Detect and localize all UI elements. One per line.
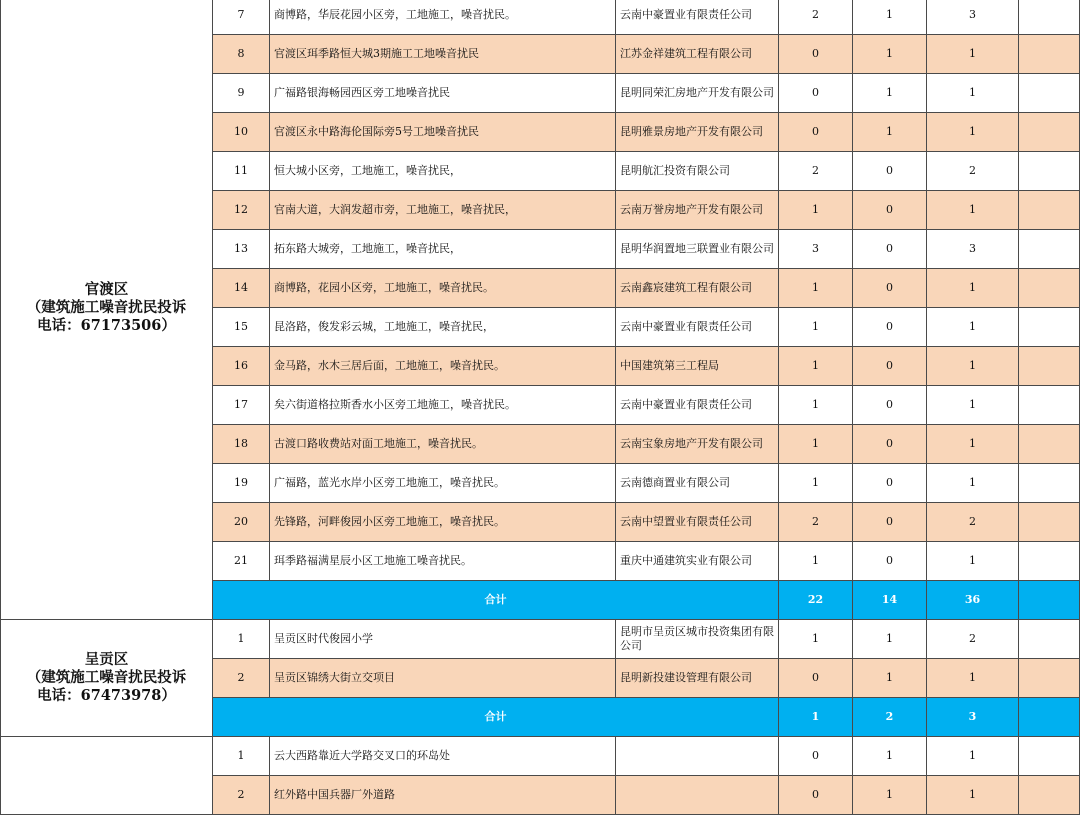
location-cell: 矣六街道格拉斯香水小区旁工地施工，噪音扰民。	[270, 386, 616, 425]
count-cell-3: 1	[927, 425, 1019, 464]
table-row	[1, 0, 1080, 35]
row-number-cell: 16	[213, 347, 270, 386]
company-cell: 云南德商置业有限公司	[616, 464, 779, 503]
table-row	[1, 620, 1080, 659]
note-cell	[1019, 737, 1080, 776]
row-number-cell: 7	[213, 0, 270, 35]
count-cell-1: 1	[779, 542, 853, 581]
count-cell-3: 3	[927, 0, 1019, 35]
location-cell: 官南大道，大润发超市旁，工地施工，噪音扰民，	[270, 191, 616, 230]
row-number-cell: 2	[213, 659, 270, 698]
location-cell: 昆洛路，俊发彩云城，工地施工，噪音扰民，	[270, 308, 616, 347]
company-cell: 中国建筑第三工程局	[616, 347, 779, 386]
total-note	[1019, 581, 1080, 620]
location-cell: 商博路，花园小区旁，工地施工，噪音扰民。	[270, 269, 616, 308]
location-cell: 红外路中国兵器厂外道路	[270, 776, 616, 815]
row-number-cell: 12	[213, 191, 270, 230]
company-cell: 云南中豪置业有限责任公司	[616, 308, 779, 347]
company-cell: 云南宝象房地产开发有限公司	[616, 425, 779, 464]
company-cell: 云南中望置业有限责任公司	[616, 503, 779, 542]
row-number-cell: 18	[213, 425, 270, 464]
table-body	[1, 0, 1080, 815]
total-count-2: 2	[853, 698, 927, 737]
count-cell-1: 1	[779, 464, 853, 503]
count-cell-3: 3	[927, 230, 1019, 269]
note-cell	[1019, 230, 1080, 269]
location-cell: 恒大城小区旁，工地施工，噪音扰民，	[270, 152, 616, 191]
company-cell: 昆明市呈贡区城市投资集团有限公司	[616, 620, 779, 659]
count-cell-3: 1	[927, 659, 1019, 698]
region-phone: 电话：67473978）	[37, 687, 176, 704]
count-cell-3: 1	[927, 737, 1019, 776]
count-cell-2: 1	[853, 659, 927, 698]
row-number-cell: 11	[213, 152, 270, 191]
row-number-cell: 13	[213, 230, 270, 269]
note-cell	[1019, 464, 1080, 503]
count-cell-3: 1	[927, 386, 1019, 425]
location-cell: 呈贡区时代俊园小学	[270, 620, 616, 659]
count-cell-1: 3	[779, 230, 853, 269]
note-cell	[1019, 425, 1080, 464]
count-cell-1: 0	[779, 776, 853, 815]
company-cell	[616, 737, 779, 776]
total-note	[1019, 698, 1080, 737]
company-cell: 昆明华润置地三联置业有限公司	[616, 230, 779, 269]
row-number-cell: 8	[213, 35, 270, 74]
note-cell	[1019, 0, 1080, 35]
count-cell-2: 1	[853, 0, 927, 35]
count-cell-2: 0	[853, 386, 927, 425]
count-cell-1: 2	[779, 503, 853, 542]
total-count-3: 36	[927, 581, 1019, 620]
row-number-cell: 2	[213, 776, 270, 815]
location-cell: 云大西路靠近大学路交叉口的环岛处	[270, 737, 616, 776]
company-cell: 昆明同荣汇房地产开发有限公司	[616, 74, 779, 113]
company-cell: 云南中豪置业有限责任公司	[616, 0, 779, 35]
company-cell: 昆明雅景房地产开发有限公司	[616, 113, 779, 152]
note-cell	[1019, 35, 1080, 74]
row-number-cell: 1	[213, 620, 270, 659]
note-cell	[1019, 113, 1080, 152]
count-cell-3: 1	[927, 464, 1019, 503]
count-cell-1: 1	[779, 425, 853, 464]
count-cell-1: 0	[779, 74, 853, 113]
row-number-cell: 15	[213, 308, 270, 347]
count-cell-2: 0	[853, 230, 927, 269]
count-cell-3: 1	[927, 191, 1019, 230]
note-cell	[1019, 347, 1080, 386]
count-cell-1: 0	[779, 737, 853, 776]
region-cell	[1, 0, 213, 620]
count-cell-3: 1	[927, 776, 1019, 815]
row-number-cell: 19	[213, 464, 270, 503]
count-cell-1: 1	[779, 191, 853, 230]
count-cell-3: 2	[927, 620, 1019, 659]
row-number-cell: 10	[213, 113, 270, 152]
location-cell: 呈贡区锦绣大街立交项目	[270, 659, 616, 698]
location-cell: 金马路，水木三居后面，工地施工，噪音扰民。	[270, 347, 616, 386]
count-cell-1: 1	[779, 308, 853, 347]
row-number-cell: 9	[213, 74, 270, 113]
count-cell-2: 0	[853, 425, 927, 464]
total-count-1: 1	[779, 698, 853, 737]
count-cell-3: 1	[927, 542, 1019, 581]
total-label: 合计	[213, 698, 779, 737]
count-cell-3: 1	[927, 269, 1019, 308]
total-count-1: 22	[779, 581, 853, 620]
row-number-cell: 14	[213, 269, 270, 308]
count-cell-1: 0	[779, 35, 853, 74]
location-cell: 古渡口路收费站对面工地施工，噪音扰民。	[270, 425, 616, 464]
location-cell: 拓东路大城旁，工地施工，噪音扰民，	[270, 230, 616, 269]
note-cell	[1019, 152, 1080, 191]
company-cell: 昆明新投建设管理有限公司	[616, 659, 779, 698]
location-cell: 官渡区永中路海伦国际旁5号工地噪音扰民	[270, 113, 616, 152]
note-cell	[1019, 191, 1080, 230]
region-phone: 电话：67173506）	[37, 316, 176, 334]
count-cell-2: 1	[853, 620, 927, 659]
count-cell-3: 2	[927, 503, 1019, 542]
location-cell: 广福路，蓝光水岸小区旁工地施工，噪音扰民。	[270, 464, 616, 503]
count-cell-2: 0	[853, 347, 927, 386]
company-cell: 昆明航汇投资有限公司	[616, 152, 779, 191]
note-cell	[1019, 503, 1080, 542]
company-cell: 云南万誉房地产开发有限公司	[616, 191, 779, 230]
note-cell	[1019, 542, 1080, 581]
location-cell: 珥季路福满星辰小区工地施工噪音扰民。	[270, 542, 616, 581]
company-cell: 云南鑫宸建筑工程有限公司	[616, 269, 779, 308]
location-cell: 广福路银海畅园西区旁工地噪音扰民	[270, 74, 616, 113]
count-cell-3: 1	[927, 113, 1019, 152]
count-cell-2: 0	[853, 464, 927, 503]
region-cell	[1, 737, 213, 815]
note-cell	[1019, 269, 1080, 308]
count-cell-3: 2	[927, 152, 1019, 191]
note-cell	[1019, 620, 1080, 659]
count-cell-1: 1	[779, 386, 853, 425]
count-cell-2: 0	[853, 152, 927, 191]
count-cell-1: 0	[779, 659, 853, 698]
count-cell-3: 1	[927, 308, 1019, 347]
company-cell: 江苏金祥建筑工程有限公司	[616, 35, 779, 74]
total-count-3: 3	[927, 698, 1019, 737]
count-cell-2: 1	[853, 737, 927, 776]
count-cell-2: 0	[853, 191, 927, 230]
note-cell	[1019, 776, 1080, 815]
count-cell-1: 1	[779, 347, 853, 386]
count-cell-3: 1	[927, 35, 1019, 74]
count-cell-2: 0	[853, 269, 927, 308]
region-cell	[1, 620, 213, 737]
count-cell-2: 1	[853, 776, 927, 815]
count-cell-1: 1	[779, 620, 853, 659]
count-cell-3: 1	[927, 347, 1019, 386]
count-cell-1: 1	[779, 269, 853, 308]
location-cell: 官渡区珥季路恒大城3期施工工地噪音扰民	[270, 35, 616, 74]
location-cell: 先锋路，河畔俊园小区旁工地施工，噪音扰民。	[270, 503, 616, 542]
count-cell-2: 0	[853, 503, 927, 542]
row-number-cell: 1	[213, 737, 270, 776]
region-hotline-label: （建筑施工噪音扰民投诉	[26, 669, 187, 686]
note-cell	[1019, 74, 1080, 113]
region-name: 呈贡区	[84, 651, 129, 668]
table-row	[1, 737, 1080, 776]
count-cell-2: 0	[853, 542, 927, 581]
total-label: 合计	[213, 581, 779, 620]
location-cell: 商博路，华辰花园小区旁，工地施工，噪音扰民。	[270, 0, 616, 35]
count-cell-2: 1	[853, 35, 927, 74]
row-number-cell: 17	[213, 386, 270, 425]
count-cell-2: 0	[853, 308, 927, 347]
note-cell	[1019, 308, 1080, 347]
note-cell	[1019, 659, 1080, 698]
note-cell	[1019, 386, 1080, 425]
region-hotline-label: （建筑施工噪音扰民投诉	[26, 298, 187, 316]
count-cell-1: 0	[779, 113, 853, 152]
row-number-cell: 21	[213, 542, 270, 581]
company-cell: 重庆中通建筑实业有限公司	[616, 542, 779, 581]
row-number-cell: 20	[213, 503, 270, 542]
count-cell-1: 2	[779, 152, 853, 191]
company-cell: 云南中豪置业有限责任公司	[616, 386, 779, 425]
count-cell-2: 1	[853, 74, 927, 113]
count-cell-3: 1	[927, 74, 1019, 113]
count-cell-1: 2	[779, 0, 853, 35]
company-cell	[616, 776, 779, 815]
count-cell-2: 1	[853, 113, 927, 152]
region-name: 官渡区	[84, 280, 129, 298]
total-count-2: 14	[853, 581, 927, 620]
